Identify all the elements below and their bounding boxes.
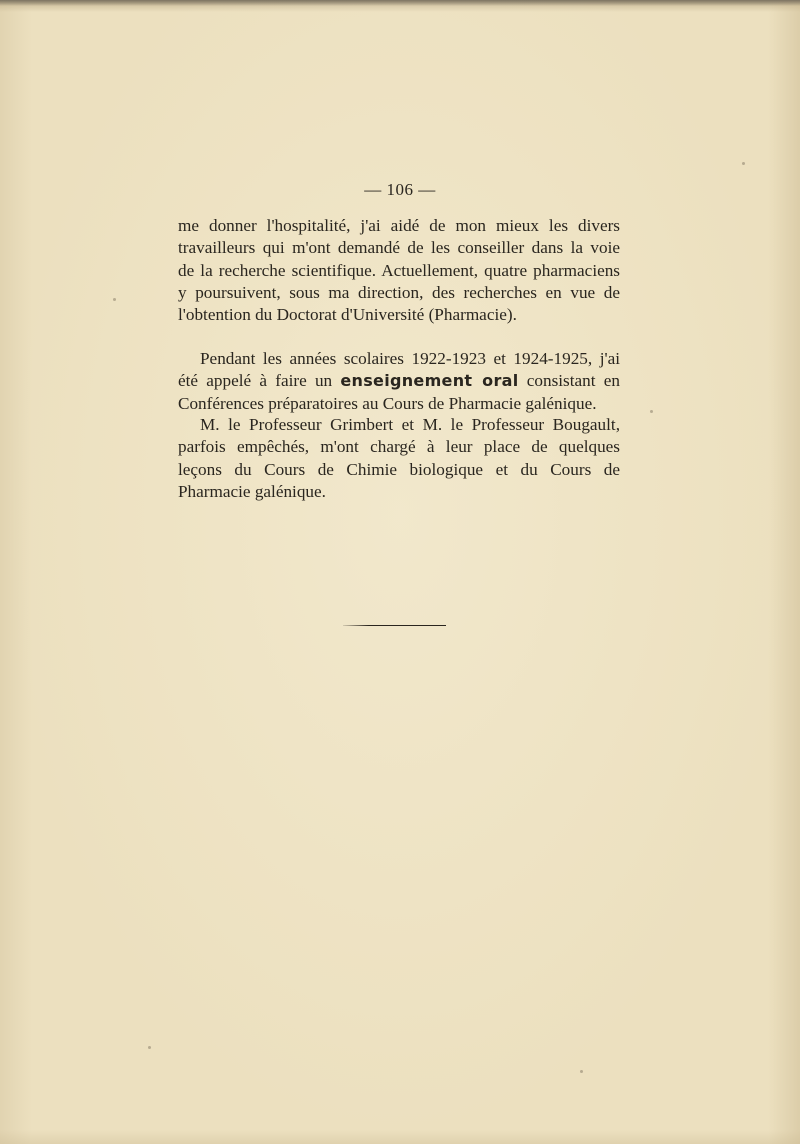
text-line: travailleurs qui m'ont demandé de les conseiller dans la voie (178, 238, 620, 258)
bold-emphasis: enseignement oral (340, 371, 519, 391)
section-rule (343, 625, 446, 626)
paper-speck (113, 298, 116, 301)
text-line: M. le Professeur Grimbert et M. le Professeur Bougault, (200, 415, 620, 434)
paragraph-teaching (178, 348, 620, 415)
text-line: de la recherche scientifique. Actuellement, quatre pharmaciens (178, 260, 620, 280)
text-line: Pendant les années scolaires 1922-1923 et 1924-1925, j'ai (200, 349, 620, 368)
paragraph-substitution (178, 414, 620, 503)
text-line: leçons du Cours de Chimie biologique et du Cours de (178, 459, 620, 479)
paper-speck (580, 1070, 583, 1073)
scan-top-edge (0, 0, 800, 6)
paragraph-hospitality (178, 215, 620, 326)
text-line: Pharmacie galénique. (178, 481, 326, 501)
text-segment: été appelé à faire un (178, 371, 341, 391)
text-line: me donner l'hospitalité, j'ai aidé de mon mieux les divers (178, 216, 620, 235)
text-line: parfois empêchés, m'ont chargé à leur place de quelques (178, 437, 620, 457)
paper-speck (742, 162, 745, 165)
text-segment: consistant en (518, 371, 620, 391)
text-line: Conférences préparatoires au Cours de Pharmacie galénique. (178, 393, 597, 413)
text-line: y poursuivent, sous ma direction, des recherches en vue de (178, 282, 620, 302)
paper-speck (650, 410, 653, 413)
text-line (178, 370, 620, 392)
text-line: l'obtention du Doctorat d'Université (Pharmacie). (178, 305, 517, 325)
paper-speck (148, 1046, 151, 1049)
page-number: — 106 — (364, 180, 436, 199)
